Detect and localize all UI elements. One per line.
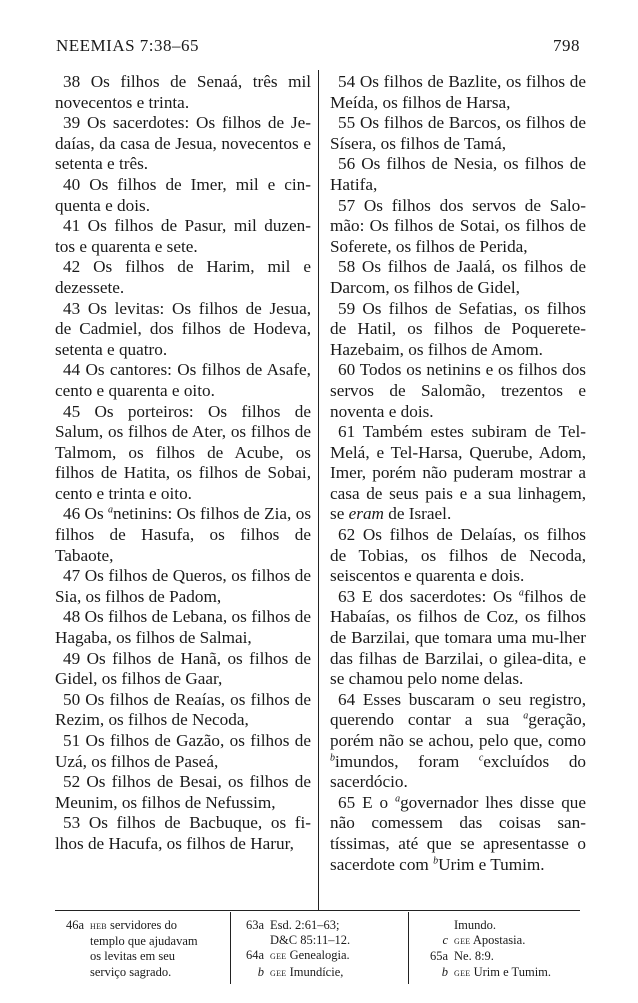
footnote-marker[interactable]: b	[433, 854, 439, 866]
footnote-ref[interactable]: 64a	[245, 948, 264, 963]
footnote-marker[interactable]: c	[478, 751, 484, 763]
verse-54: 54 Os filhos de Bazlite, os filhos de Meída, os filhos de Harsa,	[330, 72, 586, 112]
footnote-marker[interactable]: a	[108, 504, 114, 516]
verse-41: 41 Os filhos de Pasur, mil duzen-tos e quarenta e sete.	[55, 216, 311, 256]
verse-51: 51 Os filhos de Gazão, os filhos de Uzá, os filhos de Paseá,	[55, 731, 311, 771]
left-column	[55, 72, 311, 855]
verse-52: 52 Os filhos de Besai, os filhos de Meunim, os filhos de Nefussim,	[55, 772, 311, 812]
verse-45: 45 Os porteiros: Os filhos de Salum, os filhos de Ater, os filhos de Talmom, os filhos de Acube, os filhos de Hatita, os filhos de Sobai, cento e trinta e oito.	[55, 401, 311, 503]
footnote-marker[interactable]: b	[330, 751, 335, 763]
footnote-block-1: 46a heb servidores do templo que ajudavam os levitas em seu serviço sagrado.	[60, 918, 225, 980]
verse-62: 62 Os filhos de Delaías, os filhos de Tobias, os filhos de Necoda, seiscentos e quarenta e dois.	[330, 525, 586, 586]
verse-53: 53 Os filhos de Bacbuque, os fi-lhos de Hacufa, os filhos de Harur,	[55, 813, 311, 853]
verse-61: 61 Também estes subiram de Tel-Melá, e Tel-Harsa, Querube, Adom, Imer, porém não puderam mostrar a casa de seus pais e a sua linhagem, se eram de Israel.	[330, 422, 586, 524]
footnote-ref[interactable]: c	[442, 933, 448, 948]
verse-48: 48 Os filhos de Lebana, os filhos de Hagaba, os filhos de Salmai,	[55, 607, 311, 648]
verse-47: 47 Os filhos de Queros, os filhos de Sia, os filhos de Padom,	[55, 566, 311, 606]
verse-38: 38 Os filhos de Senaá, três mil novecentos e trinta.	[55, 72, 311, 112]
verse-65: 65 E o $^a$governador lhes disse que não comessem das coisas san-tíssimas, até que se apresentasse o sacerdote com $^b$Urim e Tumim.	[330, 792, 587, 874]
right-column	[330, 72, 586, 875]
footnote-ref[interactable]: b	[257, 964, 264, 979]
verse-64: 64 Esses buscaram o seu registro, querendo contar a sua $^a$geração, porém não se achou, pelo que, como $^b$imundos, foram $^c$excluídos do sacerdócio.	[330, 689, 587, 792]
footnote-block-2: 63a Esd. 2:61–63; D&C 85:11–12. 64a gee Genealogia. b gee Imundície,	[240, 918, 400, 981]
verse-58: 58 Os filhos de Jaalá, os filhos de Darcom, os filhos de Gidel,	[330, 257, 586, 297]
column-divider	[318, 70, 319, 910]
footnote-marker[interactable]: a	[395, 793, 401, 805]
footnote-ref[interactable]: 63a	[245, 918, 264, 932]
footnote-block-3: Imundo. c gee Apostasia. 65a Ne. 8:9. b gee Urim e Tumim.	[418, 918, 588, 981]
verse-40: 40 Os filhos de Imer, mil e cin-quenta e dois.	[55, 174, 311, 215]
verse-44: 44 Os cantores: Os filhos de Asafe, cento e quarenta e oito.	[55, 360, 311, 400]
verse-43: 43 Os levitas: Os filhos de Jesua, de Cadmiel, dos filhos de Hodeva, setenta e quatro.	[55, 298, 311, 359]
footnote-marker[interactable]: a	[518, 587, 524, 599]
verse-56: 56 Os filhos de Nesia, os filhos de Hatifa,	[330, 154, 587, 194]
running-header	[56, 36, 580, 60]
verse-57: 57 Os filhos dos servos de Salo-mão: Os filhos de Sotai, os filhos de Soferete, os filhos de Perida,	[330, 195, 586, 256]
verse-42: 42 Os filhos de Harim, mil e dezessete.	[55, 257, 311, 297]
verse-55: 55 Os filhos de Barcos, os filhos de Sísera, os filhos de Tamá,	[330, 113, 586, 153]
verse-46: 46 Os $^a$netinins: Os filhos de Zia, os filhos de Hasufa, os filhos de Tabaote,	[55, 504, 312, 565]
verse-50: 50 Os filhos de Reaías, os filhos de Rezim, os filhos de Necoda,	[55, 689, 311, 730]
running-header-title: NEEMIAS 7:38–65	[56, 36, 200, 55]
verse-59: 59 Os filhos de Sefatias, os filhos de Hatil, os filhos de Poquerete-Hazebaim, os filhos de Amom.	[330, 298, 586, 359]
footnote-ref[interactable]: b	[441, 964, 448, 979]
footnote-marker[interactable]: a	[523, 710, 529, 722]
footnote-ref[interactable]: 46a	[65, 918, 84, 932]
verse-49: 49 Os filhos de Hanã, os filhos de Gidel, os filhos de Gaar,	[55, 648, 311, 689]
page-number: 798	[553, 36, 580, 55]
footnote-column-divider	[408, 912, 409, 984]
footnote-divider	[55, 910, 580, 911]
footnote-column-divider	[230, 912, 231, 984]
verse-60: 60 Todos os netinins e os filhos dos servos de Salomão, trezentos e noventa e dois.	[330, 360, 586, 421]
verse-63: 63 E dos sacerdotes: Os $^a$filhos de Habaías, os filhos de Coz, os filhos de Barzilai, que tomara uma mu-lher das filhas de Barzilai, o gilea-dita, e se chamou pelo nome delas.	[330, 586, 587, 689]
verse-39: 39 Os sacerdotes: Os filhos de Je-daías, da casa de Jesua, novecentos e setenta e três.	[55, 113, 312, 174]
footnote-ref[interactable]: 65a	[429, 949, 448, 964]
